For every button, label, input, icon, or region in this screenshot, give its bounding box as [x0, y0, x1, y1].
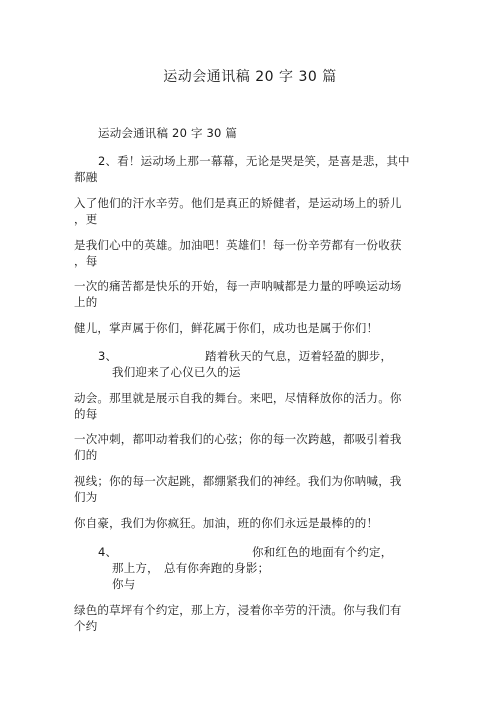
paragraph-line: 3、: [98, 349, 118, 363]
paragraph-line: 踏着秋天的气息，迈着轻盈的脚步，: [205, 349, 393, 363]
paragraph-line: 的每: [74, 407, 98, 421]
paragraph-line: 是我们心中的英雄。加油吧！英雄们！每一份辛劳都有一份收获: [74, 238, 402, 252]
document-title: 运动会通讯稿 20 字 30 篇: [163, 69, 337, 85]
paragraph-line: 你与: [112, 577, 136, 591]
paragraph-line: 上的: [74, 295, 98, 309]
paragraph-line: 一次冲刺，都叩动着我们的心弦；你的每一次跨越，都吸引着我: [74, 432, 402, 446]
paragraph-line: 绿色的草坪有个约定，那上方，浸着你辛劳的汗渍。你与我们有: [74, 603, 402, 617]
paragraph-line: 一次的痛苦都是快乐的开始，每一声呐喊都是力量的呼唤运动场: [74, 279, 402, 293]
paragraph-line: 那上方，: [112, 561, 159, 575]
paragraph-line: 视线；你的每一次起跳，都绷紧我们的神经。我们为你呐喊，我: [74, 474, 402, 488]
paragraph-line: 你和红色的地面有个约定，: [252, 545, 393, 559]
paragraph-line: 总有你奔跑的身影；: [164, 561, 270, 575]
paragraph-line: 入了他们的汗水辛劳。他们是真正的矫健者，是运动场上的骄儿: [74, 196, 402, 210]
paragraph-line: 们为: [74, 490, 98, 504]
paragraph-line: 我们迎来了心仪已久的运: [112, 365, 241, 379]
document-subtitle: 运动会通讯稿 20 字 30 篇: [98, 126, 238, 140]
paragraph-line: 2、看！运动场上那一幕幕，无论是哭是笑，是喜是悲，其中: [98, 154, 410, 168]
paragraph-line: 健儿，掌声属于你们，鲜花属于你们，成功也是属于你们！: [74, 321, 379, 335]
paragraph-line: 动会。那里就是展示自我的舞台。来吧，尽情释放你的活力。你: [74, 391, 402, 405]
paragraph-line: 你自豪，我们为你疯狂。加油，班的你们永远是最棒的的！: [74, 516, 379, 530]
paragraph-line: 4、: [98, 545, 118, 559]
paragraph-line: 个约: [74, 619, 98, 633]
paragraph-line: ，更: [74, 212, 98, 226]
paragraph-line: ，每: [74, 254, 98, 268]
paragraph-line: 们的: [74, 448, 98, 462]
paragraph-line: 都融: [74, 170, 98, 184]
